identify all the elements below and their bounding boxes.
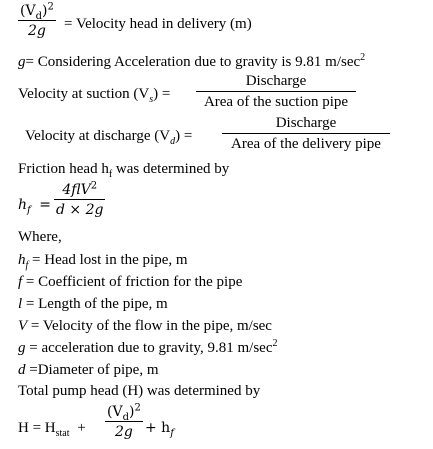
total-head-fraction: $\frac{(V_d)^2}{2g}$: [107, 402, 141, 440]
definition-v: V = Velocity of the flow in the pipe, m/sec: [18, 318, 272, 334]
total-head-lhs: $H = H_{stat}$ +: [18, 420, 86, 439]
total-head-tail: + $h_f$: [145, 420, 174, 439]
where-label: Where,: [18, 229, 62, 245]
suction-velocity-label: Velocity at suction $(V_s)$ =: [18, 86, 171, 105]
definition-hf: $h_f$ = Head lost in the pipe, m: [18, 252, 188, 271]
discharge-velocity-fraction: Discharge Area of the delivery pipe: [222, 115, 390, 153]
definition-f: f = Coefficient of friction for the pipe: [18, 274, 243, 290]
definition-d: d =Diameter of pipe, m: [18, 362, 159, 378]
suction-velocity-fraction: Discharge Area of the suction pipe: [196, 73, 356, 111]
velocity-head-fraction: $\frac{(V_d)^2}{2g}$: [20, 1, 54, 39]
friction-head-fraction: 4flV$^2$ d × 2g: [56, 180, 104, 218]
total-head-intro: Total pump head (H) was determined by: [18, 383, 261, 399]
discharge-velocity-label: Velocity at discharge $(V_d)$ =: [25, 128, 193, 147]
gravity-line: g= Considering Acceleration due to gravity is 9.81 $m/\sec^2$: [18, 52, 366, 70]
definition-l: l = Length of the pipe, m: [18, 296, 168, 312]
definition-g: g = acceleration due to gravity, 9.81 $m/\sec^2$: [18, 338, 278, 356]
friction-head-intro: Friction head $h_f$ was determined by: [18, 161, 230, 180]
velocity-head-text: = Velocity head in delivery (m): [64, 16, 252, 32]
friction-head-lhs: $h_f$ =: [18, 197, 51, 216]
